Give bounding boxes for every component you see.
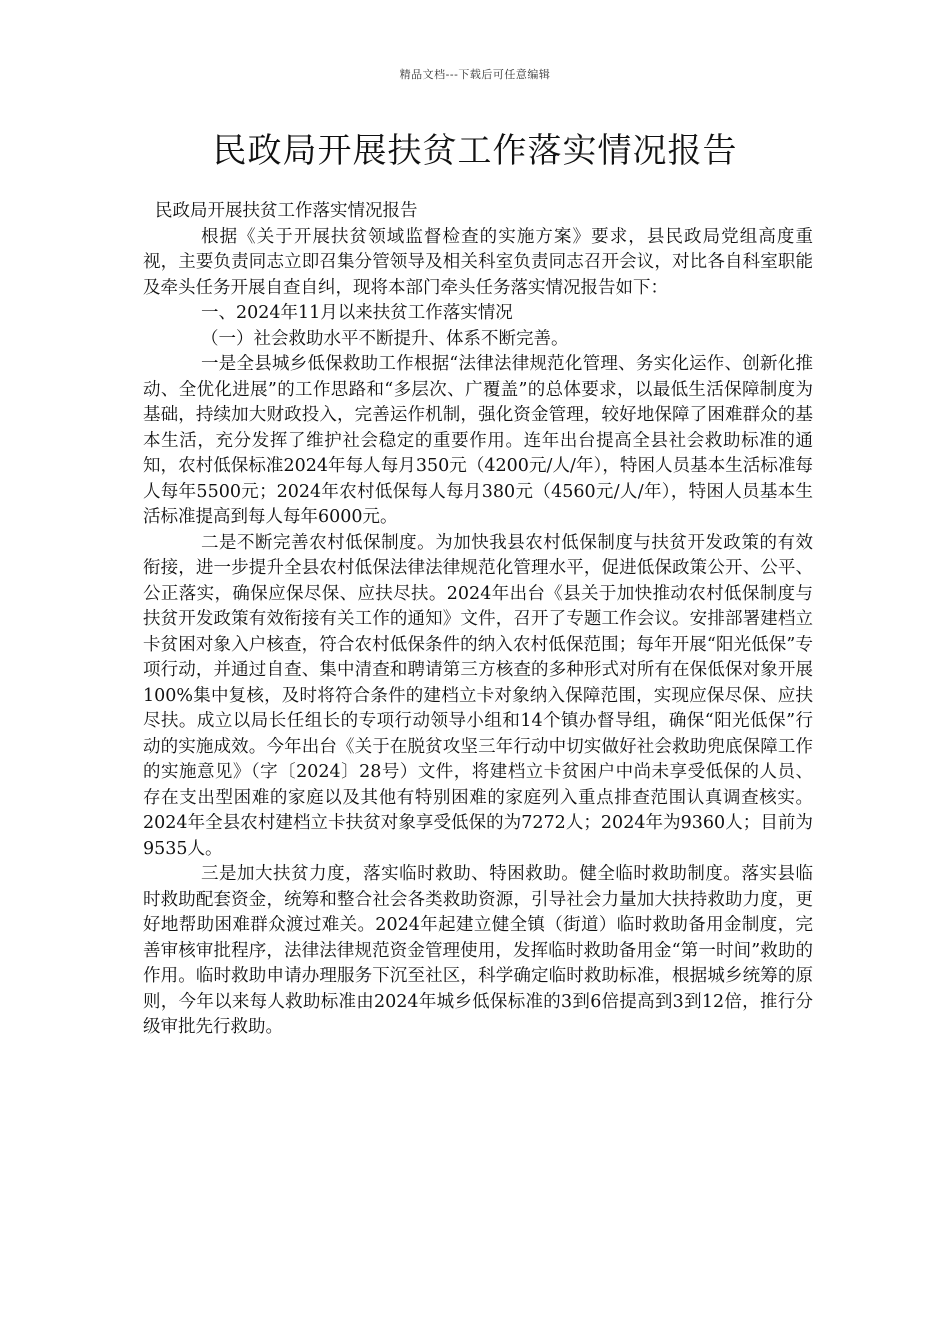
header-note: 精品文档---下载后可任意编辑 [399, 68, 551, 81]
section-heading: 一、2024年11月以来扶贫工作落实情况 [201, 303, 513, 323]
document-body [143, 199, 813, 1041]
subsection-heading: （一）社会救助水平不断提升、体系不断完善。 [201, 328, 569, 349]
document-title: 民政局开展扶贫工作落实情况报告 [212, 131, 738, 171]
body-paragraph-2: 二是不断完善农村低保制度。为加快我县农村低保制度与扶贫开发政策的有效衔接，进一步提升全县农村低保法律法律规范化管理水平，促进低保政策公开、公平、公正落实，确保应保尽保、应扶尽扶。2024年出台《县关于加快推动农村低保制度与扶贫开发政策有效衔接有关工作的通知》文件，召开了专题工作会议。安排部署建档立卡贫困对象入户核查，符合农村低保条件的纳入农村低保范围；每年开展“阳光低保”专项行动，并通过自查、集中清查和聘请第三方核查的多种形式对所有在保低保对象开展100%集中复核，及时将符合条件的建档立卡对象纳入保障范围，实现应保尽保、应扶尽扶。成立以局长任组长的专项行动领导小组和14个镇办督导组，确保“阳光低保”行动的实施成效。今年出台《关于在脱贫攻坚三年行动中切实做好社会救助兜底保障工作的实施意见》（字〔2024〕28号）文件，将建档立卡贫困户中尚未享受低保的人员、存在支出型困难的家庭以及其他有特别困难的家庭列入重点排查范围认真调查核实。2024年全县农村建档立卡扶贫对象享受低保的为7272人；2024年为9360人；目前为9535人。 [143, 532, 813, 859]
body-paragraph-1: 一是全县城乡低保救助工作根据“法律法律规范化管理、务实化运作、创新化推动、全优化进展”的工作思路和“多层次、广覆盖”的总体要求，以最低生活保障制度为基础，持续加大财政投入，完善运作机制，强化资金管理，较好地保障了困难群众的基本生活，充分发挥了维护社会稳定的重要作用。连年出台提高全县社会救助标准的通知，农村低保标准2024年每人每月350元（4200元/人/年），特困人员基本生活标准每人每年5500元；2024年农村低保每人每月380元（4560元/人/年），特困人员基本生活标准提高到每人每年6000元。 [143, 354, 813, 527]
body-paragraph-3: 三是加大扶贫力度，落实临时救助、特困救助。健全临时救助制度。落实县临时救助配套资金，统筹和整合社会各类救助资源，引导社会力量加大扶持救助力度，更好地帮助困难群众渡过难关。2024年起建立健全镇（街道）临时救助备用金制度，完善审核审批程序，法律法律规范资金管理使用，发挥临时救助备用金“第一时间”救助的作用。临时救助申请办理服务下沉至社区，科学确定临时救助标准，根据城乡统筹的原则，今年以来每人救助标准由2024年城乡低保标准的3到6倍提高到3到12倍，推行分级审批先行救助。 [143, 864, 813, 1037]
intro-paragraph: 根据《关于开展扶贫领域监督检查的实施方案》要求，县民政局党组高度重视，主要负责同志立即召集分管领导及相关科室负责同志召开会议，对比各自科室职能及牵头任务开展自查自纠，现将本部门牵头任务落实情况报告如下： [143, 226, 813, 298]
document-subtitle: 民政局开展扶贫工作落实情况报告 [155, 201, 418, 221]
